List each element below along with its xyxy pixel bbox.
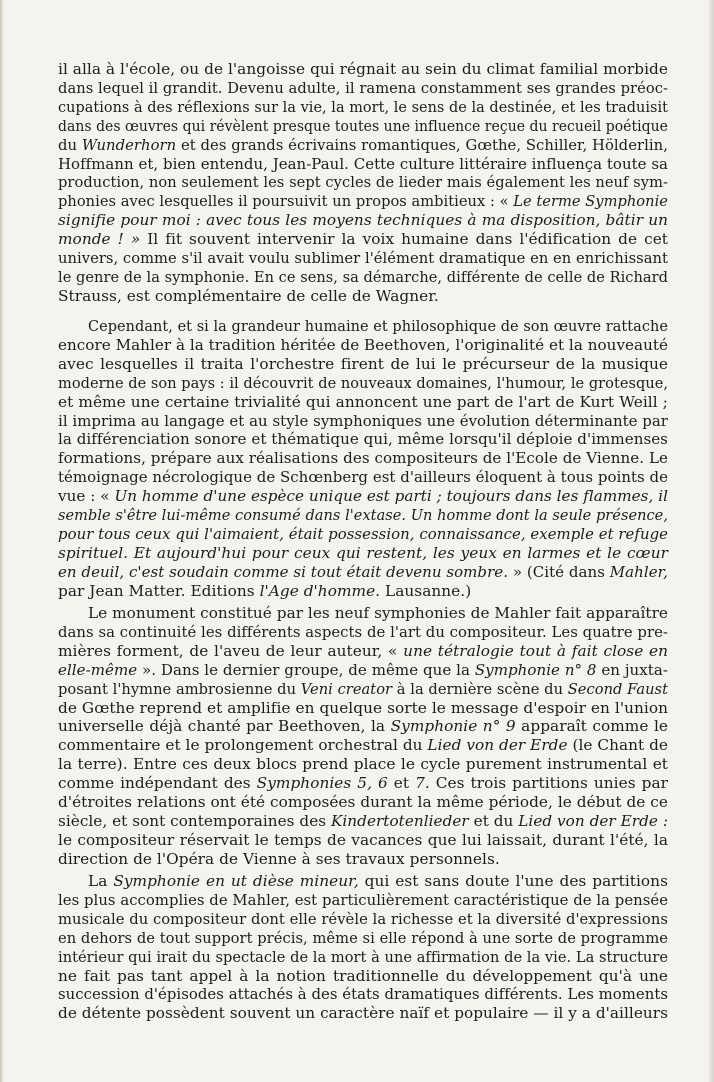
text-run: et des grands écrivains romantiques, Gœthe, Schiller, Hölderlin, — [176, 135, 668, 154]
text-line — [58, 525, 668, 544]
text-run: le genre de la symphonie. En ce sens, sa démarche, différente de celle de Richard — [58, 267, 669, 286]
text-line — [58, 699, 668, 718]
text-line — [58, 850, 668, 869]
text-line — [58, 831, 668, 850]
text-line — [58, 717, 668, 736]
text-run: Lausanne.) — [380, 581, 472, 600]
italic-run: Mahler, — [609, 562, 668, 581]
text-run: intérieur qui irait du spectacle de la mort à une affirmation de la vie. La structure — [58, 947, 669, 966]
text-run: formations, prépare aux réalisations des compositeurs de l'Ecole de Vienne. Le — [58, 449, 668, 468]
text-line — [58, 736, 668, 755]
text-run: le compositeur réservait le temps de vacances que lui laissait, durant l'été, la — [58, 830, 668, 849]
text-line — [58, 563, 668, 582]
text-run: phonies avec lesquelles il poursuivit un propos ambitieux : « — [58, 192, 514, 211]
text-line — [58, 1004, 668, 1023]
italic-run: Lied von der Erde : — [518, 811, 669, 830]
text-run: de détente possèdent souvent un caractère naïf et populaire — il y a d'ailleurs — [58, 1004, 669, 1023]
italic-run: monde ! » — [58, 230, 141, 249]
text-run: » (Cité dans — [508, 562, 610, 581]
text-run: et du — [468, 811, 519, 830]
text-run: posant l'hymne ambrosienne du — [58, 679, 301, 698]
text-run: et — [387, 774, 416, 793]
text-line — [58, 393, 668, 412]
italic-run: Symphonie n° 8 — [474, 660, 597, 679]
text-line — [58, 317, 668, 336]
text-line — [58, 155, 668, 174]
text-run: apparaît comme le — [515, 717, 668, 736]
text-line — [58, 230, 668, 249]
paragraph-3 — [58, 604, 668, 869]
text-line — [58, 192, 668, 211]
text-run: les plus accomplies de Mahler, est particulièrement caractéristique de la pensée — [58, 890, 669, 909]
text-run: dans sa continuité les différents aspects de l'art du compositeur. Les quatre pre- — [58, 622, 668, 641]
text-line — [58, 793, 668, 812]
text-line — [58, 967, 668, 986]
text-run: d'étroites relations ont été composées durant la même période, le début de ce — [58, 793, 668, 812]
italic-run: l'Age d'homme. — [259, 581, 381, 600]
italic-run: semble s'être lui-même consumé dans l'extase. Un homme dont la seule présence, — [58, 506, 668, 525]
text-run: comme indépendant des — [58, 774, 257, 793]
text-line — [58, 79, 668, 98]
text-line — [58, 910, 668, 929]
text-run: avec lesquelles il traita l'orchestre firent de lui le précurseur de la musique — [58, 354, 668, 373]
text-run: Ces trois partitions unies par — [429, 774, 668, 793]
paragraph-1 — [58, 60, 668, 306]
scan-edge-right — [708, 0, 714, 1082]
text-run: témoignage nécrologique de Schœnberg est d'ailleurs éloquent à tous points de — [58, 468, 668, 487]
text-run: ne fait pas tant appel à la notion traditionnelle du développement qu'à une — [58, 966, 668, 985]
text-run: (le Chant de — [567, 736, 668, 755]
text-run: succession d'épisodes attachés à des états dramatiques différents. Les moments — [58, 985, 669, 1004]
text-run: qui est sans doute l'une des partitions — [358, 872, 668, 890]
text-line — [58, 487, 668, 506]
text-line — [58, 642, 668, 661]
text-run: dans des œuvres qui révèlent presque toutes une influence reçue du recueil poétique — [58, 116, 668, 135]
text-run: et même une certaine trivialité qui annoncent une part de l'art de Kurt Weill ; — [58, 392, 668, 411]
text-line — [58, 412, 668, 431]
text-run: la différenciation sonore et thématique qui, même lorsqu'il déploie d'immenses — [58, 430, 668, 449]
text-run: dans lequel il grandit. Devenu adulte, il ramena constamment ses grandes préoc- — [58, 78, 669, 97]
text-run: de Gœthe reprend et amplifie en quelque sorte le message d'espoir en l'union — [58, 698, 668, 717]
text-line — [58, 544, 668, 563]
text-run: musicale du compositeur dont elle révèle la richesse et la diversité d'expressions — [58, 909, 668, 928]
text-run: Le monument constitué par les neuf symphonies de Mahler fait apparaître — [88, 604, 668, 622]
text-line — [58, 872, 668, 891]
text-line — [58, 374, 668, 393]
text-line — [58, 623, 668, 642]
italic-run: Symphonies 5, 6 — [256, 774, 388, 793]
text-line — [58, 98, 668, 117]
italic-run: Second Faust — [567, 679, 669, 698]
italic-run: pour tous ceux qui l'aimaient, était possession, connaissance, exemple et refuge — [58, 524, 669, 543]
italic-run: 7. — [415, 774, 430, 793]
text-run: commentaire et le prolongement orchestral du — [58, 736, 428, 755]
italic-run: Symphonie n° 9 — [390, 717, 516, 736]
text-run: ». Dans le dernier groupe, de même que la — [137, 660, 475, 679]
text-run: encore Mahler à la tradition héritée de Beethoven, l'originalité et la nouveauté — [58, 335, 669, 354]
text-line — [58, 661, 668, 680]
italic-run: signifie pour moi : avec tous les moyens techniques à ma disposition, bâtir un — [58, 211, 668, 230]
text-line — [58, 355, 668, 374]
text-run: universelle déjà chanté par Beethoven, la — [58, 717, 391, 736]
text-line — [58, 136, 668, 155]
text-line — [58, 430, 668, 449]
text-line — [58, 336, 668, 355]
text-line — [58, 985, 668, 1004]
italic-run: Kindertotenlieder — [330, 811, 469, 830]
text-run: il alla à l'école, ou de l'angoisse qui régnait au sein du climat familial morbide — [58, 60, 668, 78]
text-run: il imprima au langage et au style symphoniques une évolution déterminante par — [58, 411, 668, 430]
text-run: direction de l'Opéra de Vienne à ses travaux personnels. — [58, 849, 500, 868]
italic-run: Symphonie en ut dièse mineur, — [113, 872, 359, 890]
paragraph-4 — [58, 872, 668, 1023]
text-line — [58, 449, 668, 468]
text-line — [58, 812, 668, 831]
paragraph-2 — [58, 317, 668, 601]
text-run: Strauss, est complémentaire de celle de Wagner. — [58, 286, 439, 305]
italic-run: une tétralogie tout à fait close en — [403, 641, 669, 660]
italic-run: elle-même — [58, 660, 138, 679]
text-run: cupations à des réflexions sur la vie, la mort, le sens de la destinée, et les traduisit — [58, 97, 668, 116]
italic-run: en deuil, c'est soudain comme si tout était devenu sombre. — [58, 562, 509, 581]
text-run: univers, comme s'il avait voulu sublimer l'élément dramatique en en enrichissant — [58, 249, 669, 268]
text-line — [58, 60, 668, 79]
italic-run: Wunderhorn — [81, 135, 177, 154]
text-run: siècle, et sont contemporaines des — [58, 811, 331, 830]
text-run: Il fit souvent intervenir la voix humaine dans l'édification de cet — [140, 230, 669, 249]
text-line — [58, 506, 668, 525]
text-line — [58, 117, 668, 136]
text-line — [58, 268, 668, 287]
italic-run: spirituel. Et aujourd'hui pour ceux qui restent, les yeux en larmes et le cœur — [58, 543, 668, 562]
text-run: par Jean Matter. Editions — [58, 581, 260, 600]
scan-edge-left — [0, 0, 4, 1082]
text-run: en dehors de tout support précis, même si elle répond à une sorte de programme — [58, 928, 669, 947]
italic-run: Veni creator — [300, 679, 393, 698]
text-line — [58, 680, 668, 699]
text-line — [58, 287, 668, 306]
text-line — [58, 604, 668, 623]
text-run: en juxta- — [596, 660, 669, 679]
text-line — [58, 173, 668, 192]
text-line — [58, 582, 668, 601]
text-run: du — [58, 135, 82, 154]
text-line — [58, 774, 668, 793]
italic-run: Lied von der Erde — [427, 736, 568, 755]
italic-run: Le terme Symphonie — [513, 192, 668, 211]
text-line — [58, 929, 668, 948]
text-run: mières forment, de l'aveu de leur auteur, « — [58, 641, 404, 660]
text-run: à la dernière scène du — [392, 679, 568, 698]
text-line — [58, 468, 668, 487]
text-line — [58, 211, 668, 230]
text-line — [58, 249, 668, 268]
text-run: moderne de son pays : il découvrit de nouveaux domaines, l'humour, le grotesque, — [58, 373, 669, 392]
text-run: Cependant, et si la grandeur humaine et philosophique de son œuvre rattache — [88, 317, 668, 335]
text-run: la terre). Entre ces deux blocs prend place le cycle purement instrumental et — [58, 755, 668, 774]
italic-run: Un homme d'une espèce unique est parti ; toujours dans les flammes, il — [114, 487, 668, 506]
text-line — [58, 948, 668, 967]
text-run: La — [88, 872, 114, 890]
text-run: Hoffmann et, bien entendu, Jean-Paul. Cette culture littéraire influença toute sa — [58, 154, 668, 173]
text-run: vue : « — [58, 487, 115, 506]
text-line — [58, 755, 668, 774]
text-line — [58, 891, 668, 910]
text-run: production, non seulement les sept cycles de lieder mais également les neuf sym- — [58, 173, 669, 192]
